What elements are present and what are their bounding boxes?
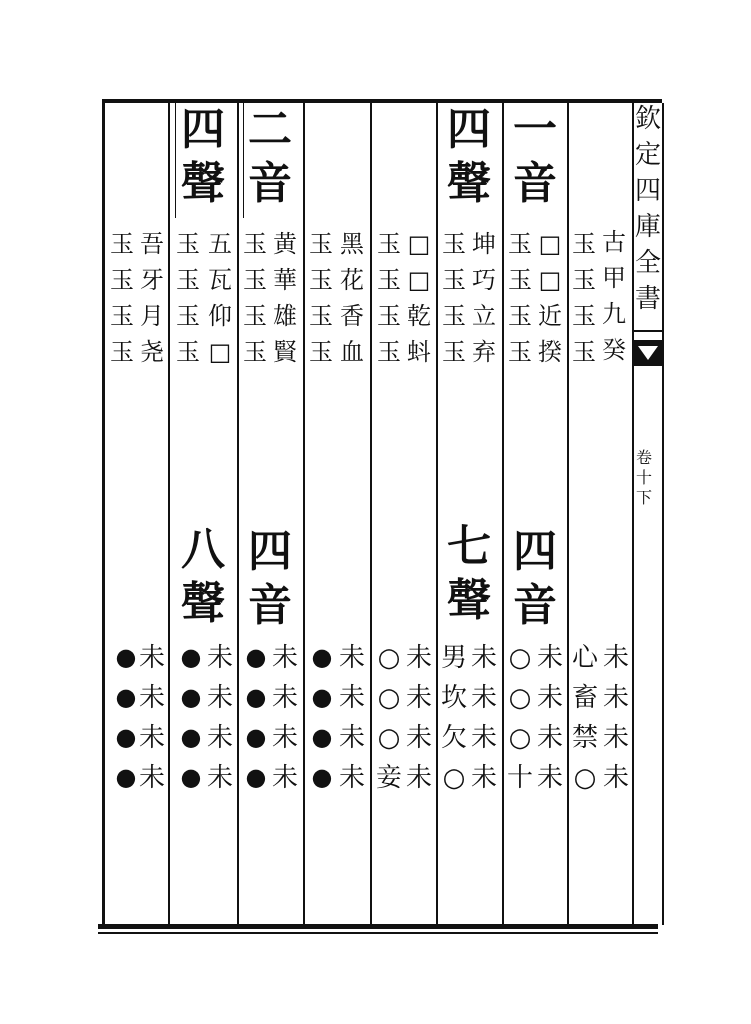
glyph: 未 <box>405 643 432 673</box>
glyph: 玉 <box>243 338 267 366</box>
glyph: 甲 <box>602 264 626 292</box>
column-4-mid <box>374 232 404 376</box>
column-3-bottom <box>469 645 499 805</box>
column-divider <box>370 103 372 925</box>
glyph: 未 <box>271 763 298 793</box>
glyph: 玉 <box>508 230 532 258</box>
glyph: 未 <box>206 763 233 793</box>
frame-bottom-rule-thin <box>98 932 658 934</box>
margin-title-char: 全 <box>634 248 661 278</box>
glyph: 玉 <box>110 230 134 258</box>
glyph: 未 <box>536 643 563 673</box>
column-3-header <box>444 104 494 216</box>
glyph: ○ <box>573 763 597 793</box>
column-2-top <box>535 232 565 376</box>
glyph: 玉 <box>572 266 596 294</box>
glyph: 未 <box>536 763 563 793</box>
glyph: 未 <box>470 683 497 713</box>
column-2-bottom <box>535 645 565 805</box>
glyph: 玉 <box>309 338 333 366</box>
glyph: 禁 <box>571 723 598 753</box>
column-divider <box>502 103 504 925</box>
glyph: 乾 <box>407 302 431 330</box>
glyph: □ <box>407 266 431 294</box>
glyph: ● <box>115 683 137 711</box>
glyph: ○ <box>377 643 401 673</box>
glyph: 九 <box>602 300 626 328</box>
column-1-bottom2 <box>570 645 600 805</box>
margin-volume-char: 十 <box>635 468 652 487</box>
column-3-bottom2 <box>439 645 469 805</box>
glyph: 玉 <box>243 302 267 330</box>
column-divider <box>237 103 239 925</box>
glyph: 二 <box>248 104 292 155</box>
glyph: 玉 <box>442 266 466 294</box>
column-1-top <box>598 230 630 374</box>
glyph: 玉 <box>572 302 596 330</box>
glyph: ● <box>311 723 333 751</box>
glyph: 聲 <box>181 578 225 629</box>
glyph: 未 <box>536 683 563 713</box>
glyph: 未 <box>138 643 165 673</box>
header-box-rule <box>175 103 176 218</box>
column-5-top <box>337 232 367 376</box>
glyph: 未 <box>338 723 365 753</box>
glyph: 揆 <box>538 338 562 366</box>
margin-title <box>634 106 662 322</box>
glyph: 未 <box>138 723 165 753</box>
glyph: 玉 <box>309 266 333 294</box>
glyph: ○ <box>442 763 466 793</box>
column-2-header2 <box>510 526 560 638</box>
glyph: 聲 <box>447 575 491 626</box>
glyph: 未 <box>470 763 497 793</box>
glyph: □ <box>538 230 562 258</box>
glyph: 玉 <box>508 266 532 294</box>
glyph: 未 <box>138 763 165 793</box>
column-7-mid <box>173 232 203 376</box>
frame-left-rule <box>102 99 105 929</box>
glyph: 牙 <box>140 266 164 294</box>
column-divider <box>567 103 569 925</box>
glyph: 仰 <box>208 302 232 330</box>
glyph: 未 <box>271 683 298 713</box>
column-1-bottom <box>600 645 632 805</box>
glyph: 玉 <box>243 230 267 258</box>
glyph: 音 <box>513 580 557 631</box>
glyph: 未 <box>602 643 629 673</box>
glyph: 未 <box>470 643 497 673</box>
glyph: ● <box>311 683 333 711</box>
frame-bottom-rule <box>98 924 658 929</box>
column-divider <box>303 103 305 925</box>
glyph: ● <box>311 643 333 671</box>
column-divider <box>168 103 170 925</box>
column-8-bottom <box>137 645 167 805</box>
glyph: 七 <box>447 521 491 572</box>
glyph: 玉 <box>176 230 200 258</box>
column-7-bottom <box>205 645 235 805</box>
glyph: 古 <box>602 228 626 256</box>
column-2-mid <box>505 232 535 376</box>
glyph: ○ <box>508 643 532 673</box>
glyph: 未 <box>138 683 165 713</box>
glyph: 坎 <box>440 683 467 713</box>
column-8-bottom2 <box>112 645 140 805</box>
glyph: 月 <box>140 302 164 330</box>
column-3-top <box>469 232 499 376</box>
glyph: ● <box>311 763 333 791</box>
glyph: 四 <box>248 526 292 577</box>
glyph: □ <box>538 266 562 294</box>
glyph: 玉 <box>442 230 466 258</box>
glyph: 玉 <box>309 302 333 330</box>
column-6-header2 <box>245 526 295 638</box>
column-4-bottom2 <box>374 645 404 805</box>
column-4-bottom <box>404 645 434 805</box>
glyph: □ <box>208 338 232 366</box>
glyph: 玉 <box>110 266 134 294</box>
glyph: 一 <box>513 104 557 155</box>
column-7-bottom2 <box>177 645 205 805</box>
column-1-mid <box>570 232 598 376</box>
glyph: ● <box>245 683 267 711</box>
glyph: 玉 <box>508 302 532 330</box>
column-4-top <box>404 232 434 376</box>
glyph: ● <box>180 683 202 711</box>
column-6-mid <box>240 232 270 376</box>
glyph: 未 <box>206 723 233 753</box>
glyph: 妾 <box>375 763 402 793</box>
glyph: 華 <box>273 266 297 294</box>
glyph: 八 <box>181 524 225 575</box>
glyph: 欠 <box>440 723 467 753</box>
glyph: 未 <box>405 683 432 713</box>
glyph: ● <box>245 643 267 671</box>
glyph: 巧 <box>472 266 496 294</box>
glyph: 蚪 <box>407 338 431 366</box>
glyph: 弃 <box>472 338 496 366</box>
glyph: 畜 <box>571 683 598 713</box>
margin-title-char: 四 <box>634 176 661 206</box>
glyph: 花 <box>340 266 364 294</box>
margin-volume-char: 卷 <box>635 448 652 467</box>
glyph: ● <box>245 723 267 751</box>
glyph: ● <box>115 763 137 791</box>
glyph: ○ <box>377 683 401 713</box>
glyph: 男 <box>440 643 467 673</box>
glyph: 四 <box>447 104 491 155</box>
glyph: 未 <box>338 683 365 713</box>
header-box-rule <box>243 103 244 218</box>
glyph: 血 <box>340 338 364 366</box>
glyph: 音 <box>248 580 292 631</box>
margin-title-char: 書 <box>634 284 661 314</box>
glyph: 未 <box>602 723 629 753</box>
glyph: 未 <box>206 643 233 673</box>
glyph: 十 <box>506 763 533 793</box>
column-6-header <box>245 104 295 216</box>
glyph: 賢 <box>273 338 297 366</box>
glyph: ● <box>115 643 137 671</box>
glyph: 玉 <box>442 302 466 330</box>
glyph: 未 <box>602 683 629 713</box>
glyph: 音 <box>513 158 557 209</box>
glyph: 未 <box>338 643 365 673</box>
glyph: 立 <box>472 302 496 330</box>
glyph: ○ <box>508 723 532 753</box>
glyph: 玉 <box>572 338 596 366</box>
glyph: 五 <box>208 230 232 258</box>
glyph: 玉 <box>243 266 267 294</box>
glyph: 玉 <box>377 338 401 366</box>
column-divider <box>662 103 664 925</box>
glyph: 近 <box>538 302 562 330</box>
frame-top-rule <box>102 99 662 103</box>
glyph: ○ <box>508 683 532 713</box>
glyph: ○ <box>377 723 401 753</box>
glyph: 心 <box>571 643 598 673</box>
margin-title-char: 庫 <box>634 212 661 242</box>
glyph: ● <box>180 643 202 671</box>
glyph: 玉 <box>309 230 333 258</box>
glyph: 未 <box>405 763 432 793</box>
glyph: 玉 <box>110 302 134 330</box>
glyph: 玉 <box>377 266 401 294</box>
glyph: 未 <box>338 763 365 793</box>
glyph: 黑 <box>340 230 364 258</box>
column-2-bottom2 <box>505 645 535 805</box>
glyph: 吾 <box>140 230 164 258</box>
glyph: 癸 <box>602 336 626 364</box>
column-5-mid <box>306 232 336 376</box>
glyph: □ <box>407 230 431 258</box>
column-8-mid <box>107 232 137 376</box>
glyph: ● <box>180 763 202 791</box>
glyph: 玉 <box>176 338 200 366</box>
glyph: ● <box>245 763 267 791</box>
column-2-header <box>510 104 560 216</box>
glyph: 玉 <box>377 230 401 258</box>
glyph: 未 <box>206 683 233 713</box>
margin-volume <box>634 450 654 510</box>
glyph: 玉 <box>176 266 200 294</box>
glyph: 黄 <box>273 230 297 258</box>
margin-volume-char: 下 <box>635 488 652 507</box>
column-3-mid <box>439 232 469 376</box>
glyph: 未 <box>602 763 629 793</box>
glyph: 玉 <box>110 338 134 366</box>
glyph: 玉 <box>572 230 596 258</box>
glyph: 四 <box>181 104 225 155</box>
column-7-header2 <box>178 524 228 636</box>
column-6-top <box>270 232 300 376</box>
column-5-bottom2 <box>308 645 336 805</box>
glyph: 坤 <box>472 230 496 258</box>
glyph: 未 <box>470 723 497 753</box>
column-7-top <box>205 232 235 376</box>
glyph: 未 <box>405 723 432 753</box>
glyph: 四 <box>513 526 557 577</box>
glyph: 尧 <box>140 338 164 366</box>
glyph: ● <box>180 723 202 751</box>
column-8-top <box>137 232 167 376</box>
column-divider <box>436 103 438 925</box>
glyph: 音 <box>248 158 292 209</box>
fish-tail-icon <box>634 338 662 368</box>
glyph: 玉 <box>176 302 200 330</box>
glyph: 玉 <box>508 338 532 366</box>
margin-title-char: 欽 <box>634 104 661 134</box>
glyph: 未 <box>271 723 298 753</box>
glyph: 未 <box>271 643 298 673</box>
glyph: 雄 <box>273 302 297 330</box>
glyph: 未 <box>536 723 563 753</box>
column-6-bottom <box>270 645 300 805</box>
glyph: 聲 <box>447 158 491 209</box>
glyph: 玉 <box>442 338 466 366</box>
glyph: 玉 <box>377 302 401 330</box>
glyph: 香 <box>340 302 364 330</box>
column-3-header2 <box>444 521 494 633</box>
glyph: 瓦 <box>208 266 232 294</box>
margin-title-char: 定 <box>634 140 661 170</box>
margin-divider <box>634 330 662 332</box>
column-6-bottom2 <box>242 645 270 805</box>
column-7-header <box>178 104 228 216</box>
glyph: 聲 <box>181 158 225 209</box>
column-5-bottom <box>337 645 367 805</box>
glyph: ● <box>115 723 137 751</box>
